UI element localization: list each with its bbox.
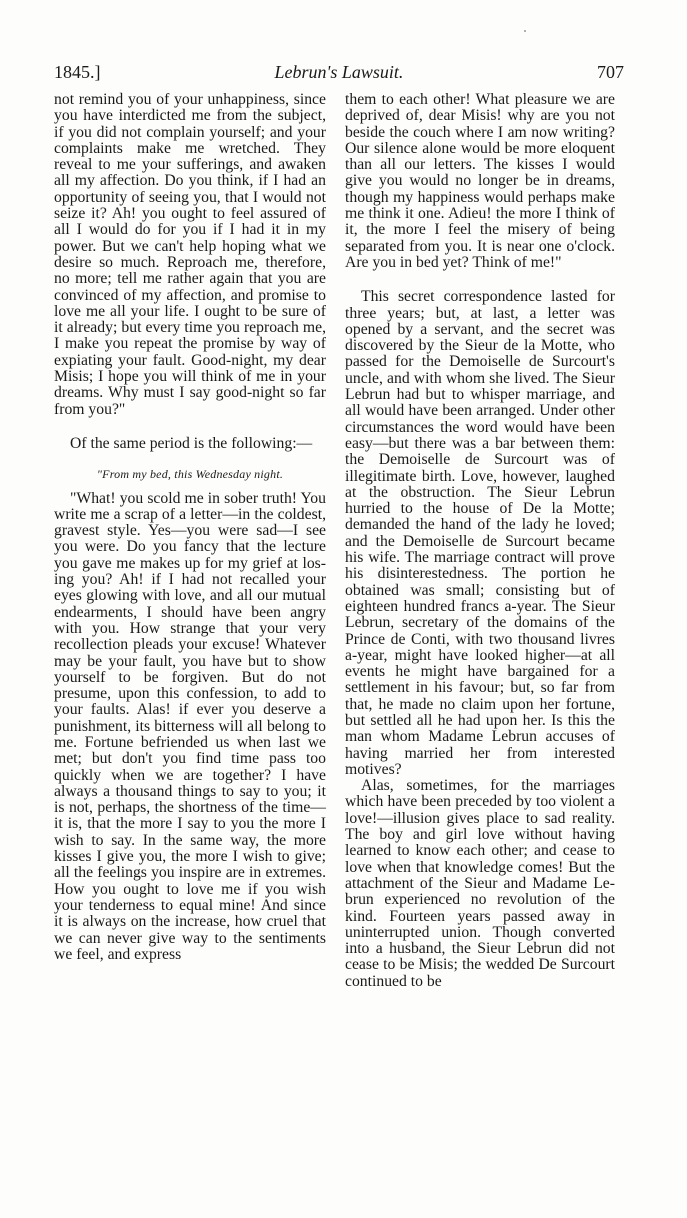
speck-mark: [524, 30, 526, 32]
letter-continuation-paragraph: not remind you of your unhappiness, since you have interdicted me from the subject, if you did not complain yourself; and your complaints make me wretched. They reveal to me your sufferings, and awaken all my affection. Do you think, if I had an opportunity of seeing you, that I would not seize it? Ah! you ought to feel assured of all I would do for you if I had it in my power. But we can't help hoping what we desire so much. Reproach me, therefore, no more; tell me rather again that you are convinced of my affection, and promise to love me all your life. I ought to be sure of it already; but every time you reproach me, I make you repeat the promise by way of expiating your fault. Good-night, my dear Misis; I hope you will think of me in your dreams. Why must I say good-night so far from you?": [54, 91, 326, 418]
second-letter-paragraph: "What! you scold me in sober truth! You write me a scrap of a letter—in the coldest, gravest style. Yes—you were sad—I see you were. Do you fancy that the lecture you gave me makes up for my grief at losing you? Ah! if I had not recalled your eyes glowing with love, and all our mutual endearments, I should have been angry with you. How strange that your very recollection pleads your excuse! Whatever may be your fault, you have but to show yourself to be forgiven. But do not presume, upon this confession, to add to your faults. Alas! if ever you deserve a punishment, its bitterness will all belong to me. Fortune befriended us when last we met; but don't you find time pass too quickly when we are together? I have always a thousand things to say to you; it is not, perhaps, the shortness of the time—it is, that the more I say to you the more I wish to say. In the same way, the more kisses I give you, the more I wish to give; all the feelings you inspire are in extremes. How you ought to love me if you wish your tenderness to equal mine! And since it is always on the increase, how cruel that we can never give way to the sentiments we feel, and express: [54, 489, 326, 963]
right-column: [345, 92, 615, 990]
page-number: 707: [597, 62, 624, 82]
left-column: [54, 92, 326, 963]
correspondence-paragraph: This secret correspondence lasted for three years; but, at last, a letter was opened by a servant, and the secret was discovered by the Sieur de la Motte, who passed for the Demoiselle de Surcourt's uncle, and with whom she lived. The Sieur Lebrun had but to whisper marriage, and all would have been arranged. Under other circumstances the word would have been easy—but there was a bar between them: the Demoiselle de Surcourt was of illegitimate birth. Love, however, laughed at the obstruction. The Sieur Lebrun hurried to the house of De la Motte; demanded the hand of the lady he loved; and the Demoiselle de Surcourt became his wife. The marriage contract will prove his disinterestedness. The portion he obtained was small; consisting but of eighteen hundred francs a-year. The Sieur Lebrun, secretary of the domains of the Prince de Conti, with two thousand livres a-year, might have looked higher—at all events he might have bargained for a settlement in his favour; but, so far from that, he made no claim upon her fortune, but settled all he had upon her. Is this the man whom Madame Lebrun accuses of having married her from interested motives?: [345, 288, 615, 778]
letter-closing-paragraph: them to each other! What pleasure we are deprived of, dear Misis! why are you not beside the couch where I am now writing? Our silence alone would be more eloquent than all our letters. The kisses I would give you would no longer be in dreams, though my happiness would perhaps make me think it one. Adieu! the more I think of it, the more I feel the misery of being separated from you. It is near one o'clock. Are you in bed yet? Think of me!": [345, 91, 615, 271]
marriage-paragraph: Alas, sometimes, for the marriages which have been preceded by too violent a love!—illusion gives place to sad reality. The boy and girl love without having learned to know each other; and cease to love when that knowledge comes! But the attachment of the Sieur and Madame Lebrun experienced no revolution of the kind. Fourteen years passed away in uninterrupted union. Though converted into a husband, the Sieur Lebrun did not cease to be Misis; the wedded De Surcourt continued to be: [345, 777, 615, 990]
intro-paragraph: Of the same period is the following:—: [70, 434, 313, 452]
header-year: 1845.]: [54, 62, 101, 82]
running-title: Lebrun's Lawsuit.: [274, 62, 404, 82]
letter-dateline: "From my bed, this Wednesday night.: [96, 467, 284, 482]
running-header: [54, 62, 624, 86]
